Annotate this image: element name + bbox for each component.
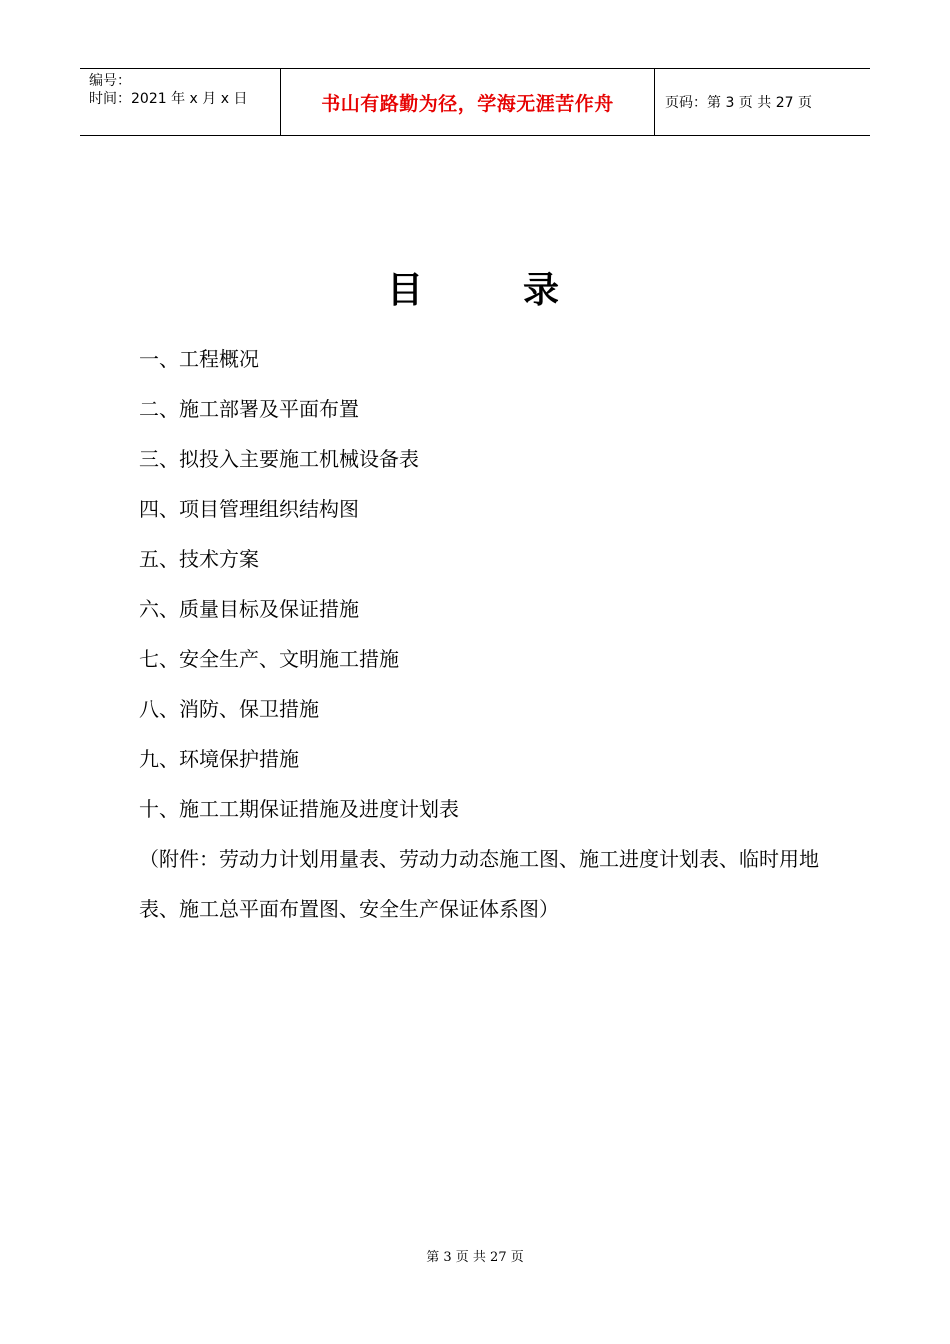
document-number-label: 编号： bbox=[89, 73, 131, 89]
header-motto-cell bbox=[281, 69, 655, 135]
page-footer bbox=[0, 1246, 950, 1265]
toc-attachment-note: （附件：劳动力计划用量表、劳动力动态施工图、施工进度计划表、临时用地表、施工总平面布置图、安全生产保证体系图） bbox=[139, 847, 819, 921]
document-date-label: 时间：2021 年 x 月 x 日 bbox=[89, 91, 248, 107]
header-page-cell bbox=[655, 69, 870, 135]
toc-item: 一、工程概况 bbox=[139, 347, 259, 371]
toc-item: 二、施工部署及平面布置 bbox=[139, 397, 359, 421]
header-meta-cell bbox=[80, 69, 281, 135]
table-of-contents bbox=[139, 342, 839, 934]
header-motto: 书山有路勤为径，学海无涯苦作舟 bbox=[321, 92, 614, 115]
toc-item: 五、技术方案 bbox=[139, 547, 259, 571]
footer-page-number: 第 3 页 共 27 页 bbox=[426, 1250, 524, 1265]
toc-item: 六、质量目标及保证措施 bbox=[139, 597, 359, 621]
document-header bbox=[80, 68, 870, 136]
title-char-2: 录 bbox=[523, 269, 564, 311]
toc-item: 七、安全生产、文明施工措施 bbox=[139, 647, 399, 671]
toc-item: 三、拟投入主要施工机械设备表 bbox=[139, 447, 419, 471]
toc-item: 十、施工工期保证措施及进度计划表 bbox=[139, 797, 459, 821]
page-title bbox=[0, 262, 950, 313]
toc-item: 九、环境保护措施 bbox=[139, 747, 299, 771]
toc-item: 四、项目管理组织结构图 bbox=[139, 497, 359, 521]
toc-item: 八、消防、保卫措施 bbox=[139, 697, 319, 721]
header-page-info: 页码：第 3 页 共 27 页 bbox=[665, 95, 812, 111]
title-char-1: 目 bbox=[386, 269, 427, 311]
